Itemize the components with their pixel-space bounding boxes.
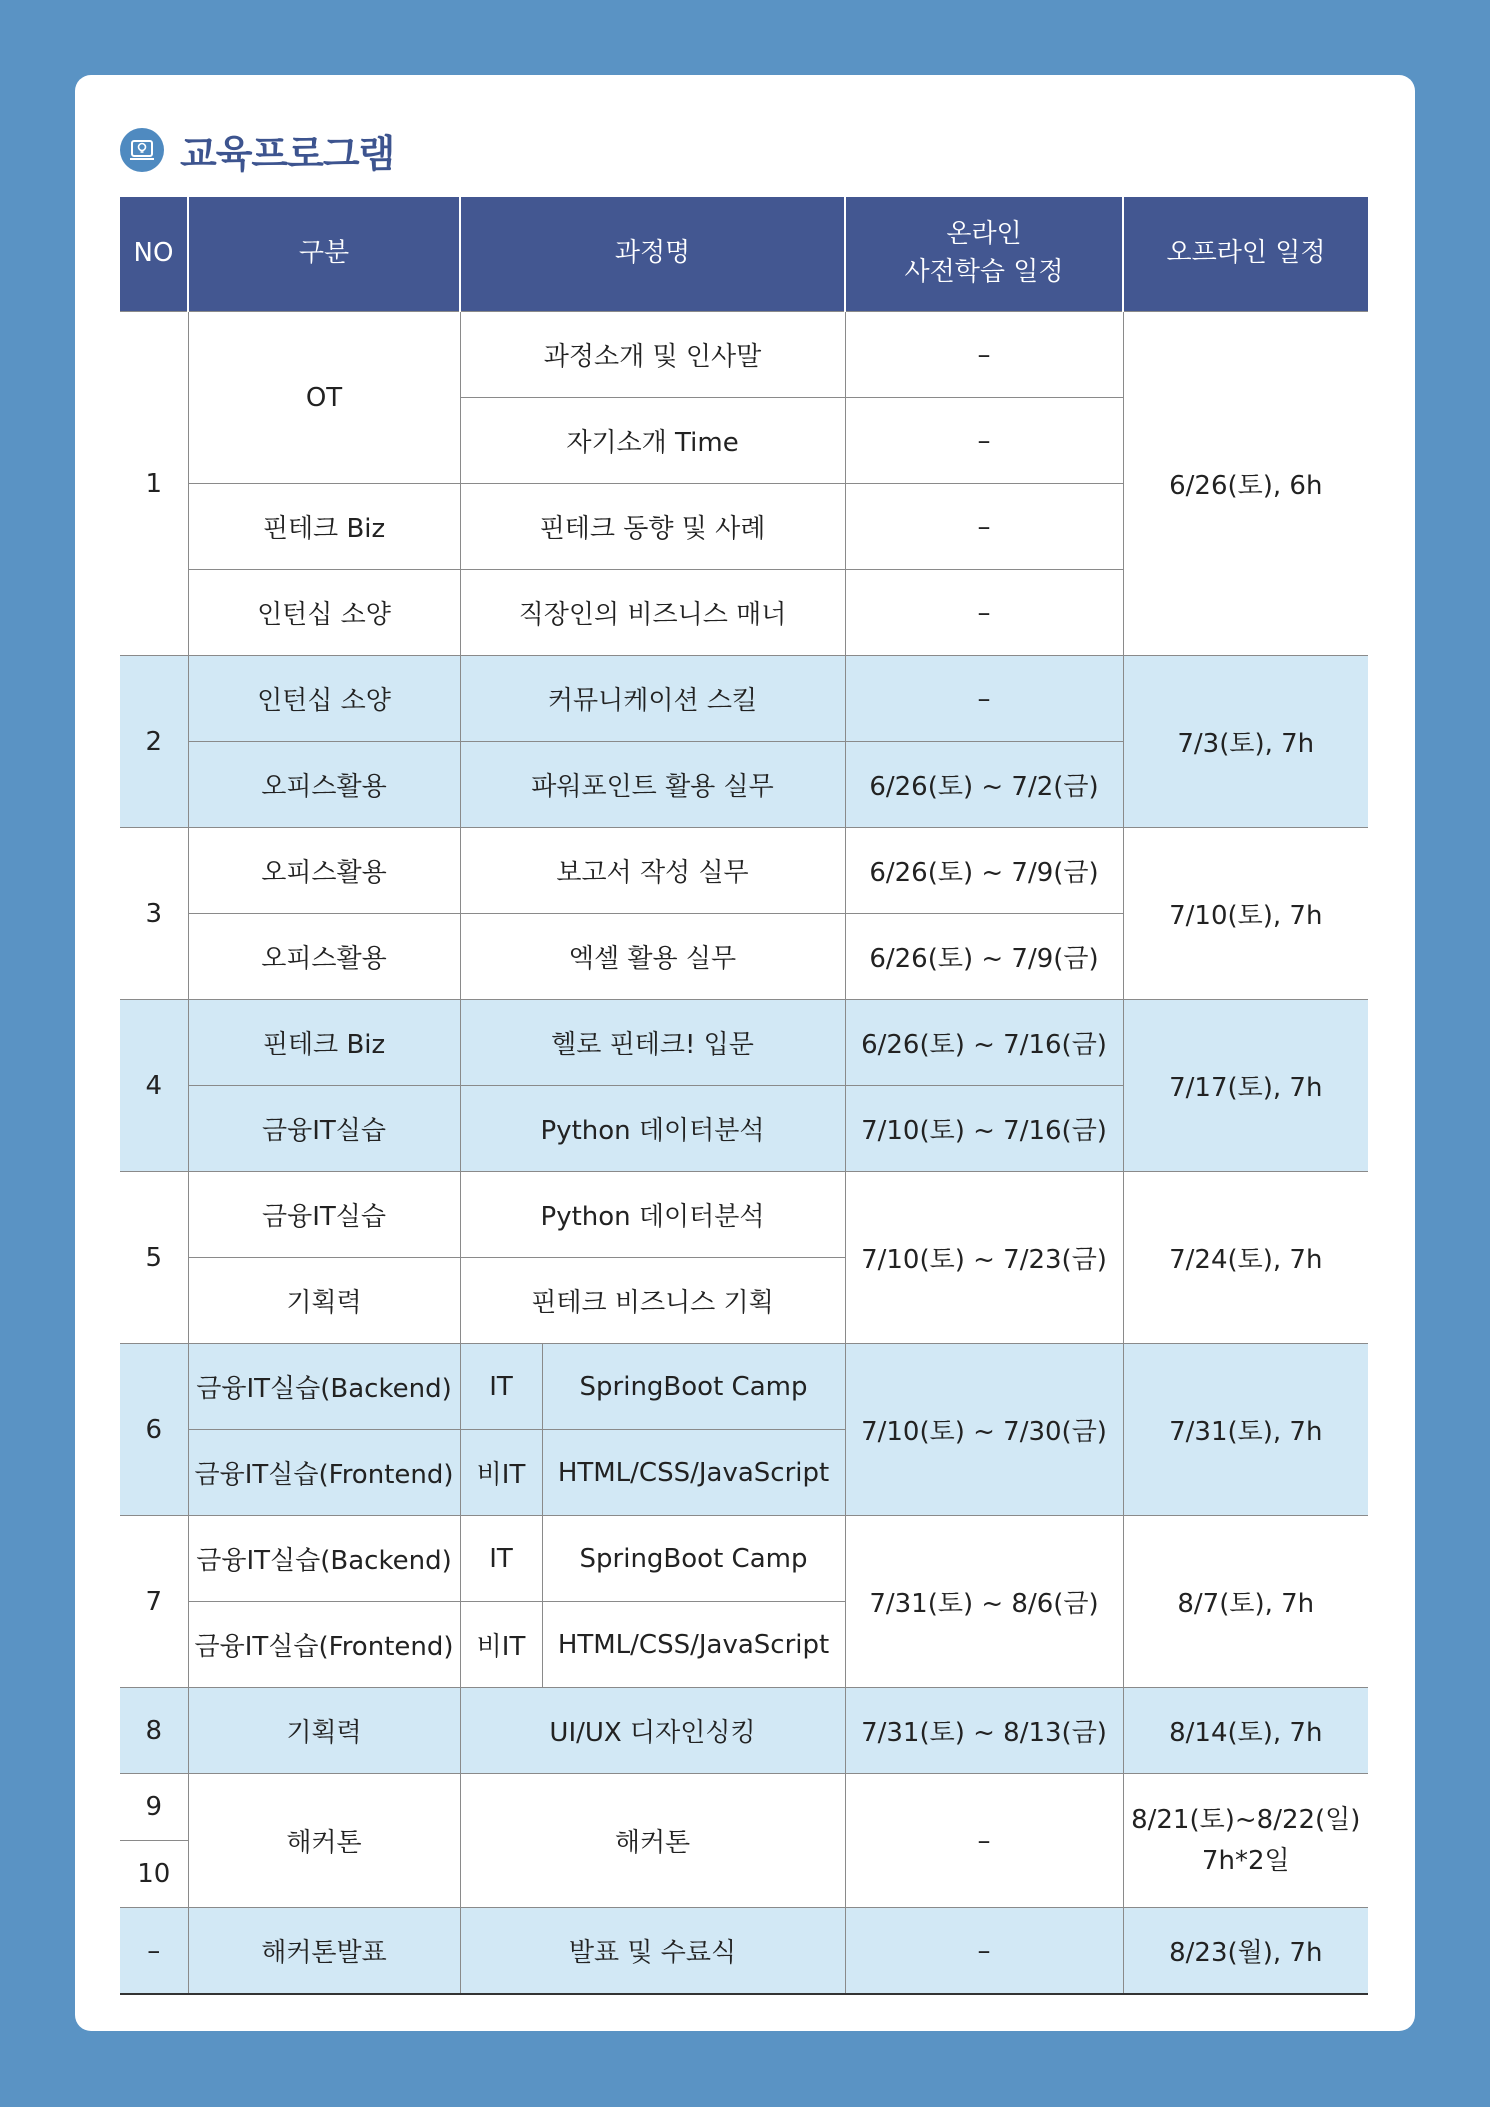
row-course: 과정소개 및 인사말 (460, 312, 845, 398)
table-row (120, 828, 1368, 914)
row-online: – (845, 656, 1123, 742)
row-online: 6/26(토) ~ 7/9(금) (845, 828, 1123, 914)
row-course: 핀테크 동향 및 사례 (460, 484, 845, 570)
table-header (120, 197, 1368, 312)
row-category: 인턴십 소양 (188, 656, 460, 742)
row-no: 2 (120, 656, 188, 828)
row-course: Python 데이터분석 (460, 1172, 845, 1258)
row-offline: 7/24(토), 7h (1123, 1172, 1368, 1344)
row-track: IT (460, 1344, 542, 1430)
table-row (120, 1344, 1368, 1430)
row-category: 핀테크 Biz (188, 484, 460, 570)
row-offline: 8/14(토), 7h (1123, 1688, 1368, 1774)
row-no: 4 (120, 1000, 188, 1172)
row-category: 해커톤발표 (188, 1908, 460, 1995)
row-category: 금융IT실습(Backend) (188, 1344, 460, 1430)
header-online-line2: 사전학습 일정 (904, 257, 1064, 287)
row-online: 7/31(토) ~ 8/6(금) (845, 1516, 1123, 1688)
row-online: 6/26(토) ~ 7/16(금) (845, 1000, 1123, 1086)
row-category: 금융IT실습 (188, 1172, 460, 1258)
title-row (120, 123, 394, 177)
row-offline: 7/31(토), 7h (1123, 1344, 1368, 1516)
row-online: – (845, 1908, 1123, 1995)
table-row (120, 1000, 1368, 1086)
row-online: 6/26(토) ~ 7/9(금) (845, 914, 1123, 1000)
row-category: 금융IT실습(Frontend) (188, 1430, 460, 1516)
row-offline: 6/26(토), 6h (1123, 312, 1368, 656)
row-course: HTML/CSS/JavaScript (542, 1602, 845, 1688)
header-online-line1: 온라인 (946, 219, 1022, 250)
program-card (75, 75, 1415, 2031)
row-course: 발표 및 수료식 (460, 1908, 845, 1995)
row-course: 엑셀 활용 실무 (460, 914, 845, 1000)
row-category: 금융IT실습(Frontend) (188, 1602, 460, 1688)
row-course: 핀테크 비즈니스 기획 (460, 1258, 845, 1344)
row-category: 해커톤 (188, 1774, 460, 1908)
row-offline: 8/23(월), 7h (1123, 1908, 1368, 1995)
row-online: – (845, 1774, 1123, 1908)
header-category: 구분 (188, 197, 460, 312)
row-category: 오피스활용 (188, 828, 460, 914)
table-row (120, 1688, 1368, 1774)
row-course: 헬로 핀테크! 입문 (460, 1000, 845, 1086)
row-course: UI/UX 디자인싱킹 (460, 1688, 845, 1774)
row-offline: 7/17(토), 7h (1123, 1000, 1368, 1172)
row-no: 5 (120, 1172, 188, 1344)
row-category: 기획력 (188, 1688, 460, 1774)
row-online: 7/31(토) ~ 8/13(금) (845, 1688, 1123, 1774)
header-no: NO (120, 197, 188, 312)
row-category: 금융IT실습(Backend) (188, 1516, 460, 1602)
row-course: 직장인의 비즈니스 매너 (460, 570, 845, 656)
row-track: 비IT (460, 1430, 542, 1516)
header-offline: 오프라인 일정 (1123, 197, 1368, 312)
row-category: 기획력 (188, 1258, 460, 1344)
row-no: 7 (120, 1516, 188, 1688)
row-online: – (845, 484, 1123, 570)
program-table (120, 197, 1368, 1995)
row-no: 3 (120, 828, 188, 1000)
row-course: 보고서 작성 실무 (460, 828, 845, 914)
row-online: – (845, 398, 1123, 484)
row-offline-line1: 8/21(토)~8/22(일) (1131, 1805, 1361, 1836)
row-category: 금융IT실습 (188, 1086, 460, 1172)
row-no: 10 (120, 1841, 188, 1908)
row-track: IT (460, 1516, 542, 1602)
row-no: – (120, 1908, 188, 1995)
row-category: 핀테크 Biz (188, 1000, 460, 1086)
row-no: 9 (120, 1774, 188, 1841)
row-course: 커뮤니케이션 스킬 (460, 656, 845, 742)
lightbulb-icon (120, 128, 164, 172)
row-online: 7/10(토) ~ 7/30(금) (845, 1344, 1123, 1516)
table-row (120, 1774, 1368, 1841)
table-row (120, 656, 1368, 742)
row-course: 해커톤 (460, 1774, 845, 1908)
row-offline (1123, 1774, 1368, 1908)
row-course: 파워포인트 활용 실무 (460, 742, 845, 828)
row-online: – (845, 312, 1123, 398)
row-online: 7/10(토) ~ 7/23(금) (845, 1172, 1123, 1344)
row-online: – (845, 570, 1123, 656)
row-online: 6/26(토) ~ 7/2(금) (845, 742, 1123, 828)
header-course: 과정명 (460, 197, 845, 312)
table-row (120, 1172, 1368, 1258)
row-online: 7/10(토) ~ 7/16(금) (845, 1086, 1123, 1172)
row-offline: 8/7(토), 7h (1123, 1516, 1368, 1688)
row-course: Python 데이터분석 (460, 1086, 845, 1172)
row-no: 8 (120, 1688, 188, 1774)
row-category: 오피스활용 (188, 742, 460, 828)
row-offline: 7/10(토), 7h (1123, 828, 1368, 1000)
row-course: SpringBoot Camp (542, 1516, 845, 1602)
row-category: 오피스활용 (188, 914, 460, 1000)
row-category: 인턴십 소양 (188, 570, 460, 656)
header-online (845, 197, 1123, 312)
table-row (120, 312, 1368, 398)
row-course: SpringBoot Camp (542, 1344, 845, 1430)
row-category: OT (188, 312, 460, 484)
row-course: HTML/CSS/JavaScript (542, 1430, 845, 1516)
row-offline-line2: 7h*2일 (1201, 1845, 1290, 1876)
page-title: 교육프로그램 (180, 131, 395, 176)
row-no: 6 (120, 1344, 188, 1516)
row-track: 비IT (460, 1602, 542, 1688)
table-row (120, 1908, 1368, 1995)
row-course: 자기소개 Time (460, 398, 845, 484)
row-no: 1 (120, 312, 188, 656)
row-offline: 7/3(토), 7h (1123, 656, 1368, 828)
table-row (120, 1516, 1368, 1602)
